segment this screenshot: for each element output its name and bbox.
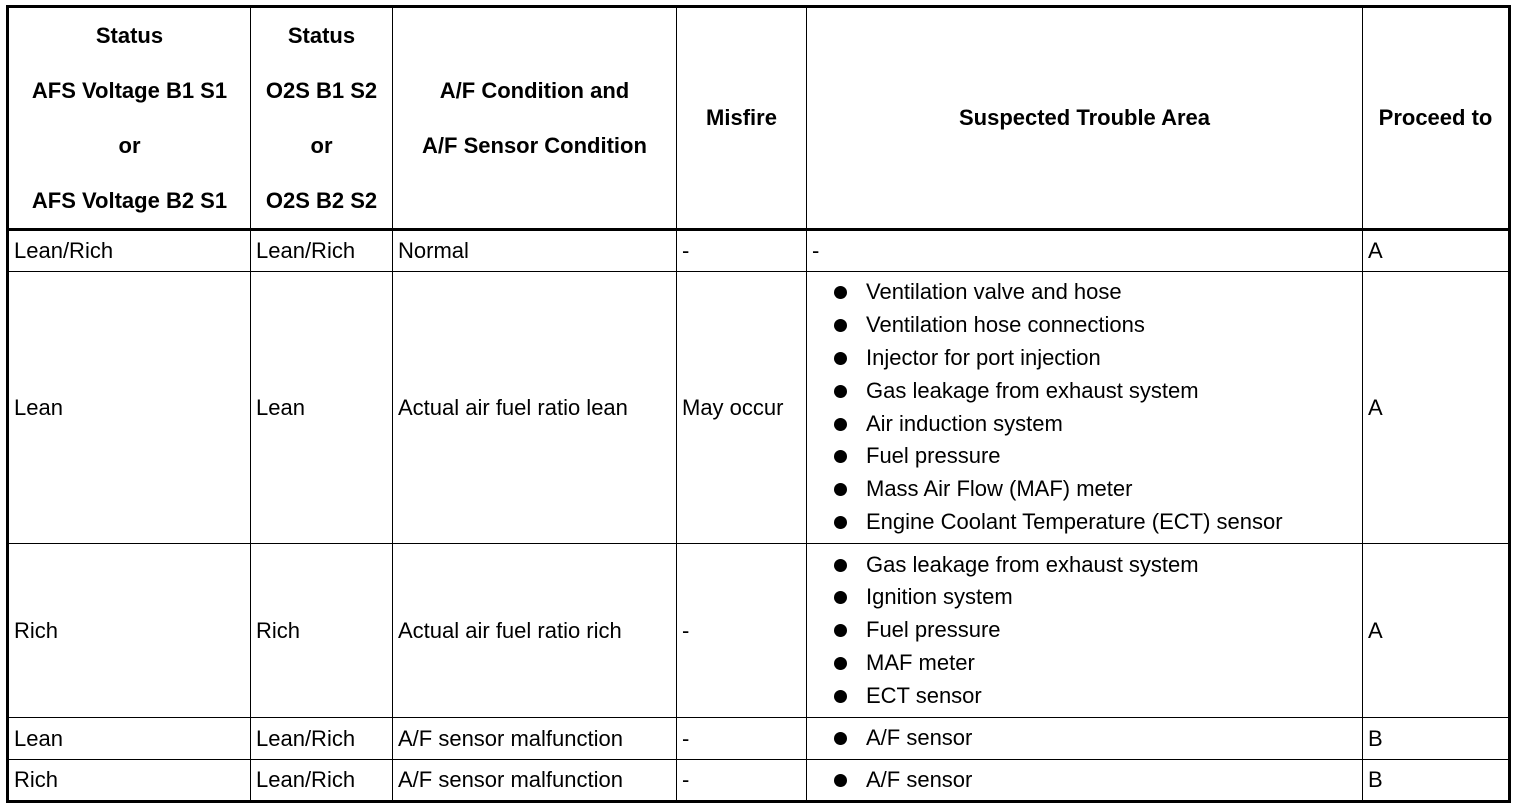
cell-o2s: Rich [251, 544, 393, 718]
cell-misfire: - [677, 760, 807, 802]
cell-afs: Rich [8, 760, 251, 802]
header-text: or [118, 133, 141, 158]
cell-condition: Normal [393, 230, 677, 272]
header-text: AFS Voltage B1 S1 [31, 78, 228, 103]
cell-condition: A/F sensor malfunction [393, 760, 677, 802]
header-row [8, 7, 1510, 230]
list-item: Mass Air Flow (MAF) meter [830, 473, 1362, 506]
list-item: Engine Coolant Temperature (ECT) sensor [830, 506, 1362, 539]
cell-afs: Lean [8, 272, 251, 544]
cell-proceed: A [1363, 544, 1510, 718]
header-suspected-trouble-area: Suspected Trouble Area [807, 7, 1363, 230]
trouble-list [812, 764, 1362, 797]
cell-afs: Lean/Rich [8, 230, 251, 272]
list-item: ECT sensor [830, 680, 1362, 713]
cell-misfire: May occur [677, 272, 807, 544]
list-item: Gas leakage from exhaust system [830, 549, 1362, 582]
header-o2s [251, 7, 393, 230]
cell-o2s: Lean/Rich [251, 760, 393, 802]
cell-proceed: B [1363, 718, 1510, 760]
cell-afs: Rich [8, 544, 251, 718]
cell-proceed: B [1363, 760, 1510, 802]
table-row [8, 718, 1510, 760]
list-item: Fuel pressure [830, 440, 1362, 473]
list-item: Ventilation hose connections [830, 309, 1362, 342]
list-item: Gas leakage from exhaust system [830, 375, 1362, 408]
diagnostic-table [6, 5, 1511, 803]
table-row [8, 760, 1510, 802]
table-row [8, 544, 1510, 718]
header-afs-voltage [8, 7, 251, 230]
header-text: AFS Voltage B2 S1 [31, 188, 228, 213]
header-text: Status [95, 23, 164, 48]
cell-condition: Actual air fuel ratio rich [393, 544, 677, 718]
header-text: A/F Condition and [439, 78, 630, 103]
cell-misfire: - [677, 544, 807, 718]
cell-o2s: Lean/Rich [251, 230, 393, 272]
header-text: Status [287, 23, 356, 48]
trouble-list [812, 276, 1362, 538]
trouble-list [812, 549, 1362, 713]
cell-afs: Lean [8, 718, 251, 760]
header-af-condition [393, 7, 677, 230]
cell-o2s: Lean/Rich [251, 718, 393, 760]
list-item: Ventilation valve and hose [830, 276, 1362, 309]
header-text: O2S B2 S2 [265, 188, 378, 213]
cell-o2s: Lean [251, 272, 393, 544]
cell-proceed: A [1363, 230, 1510, 272]
table-row [8, 272, 1510, 544]
list-item: Fuel pressure [830, 614, 1362, 647]
header-text: or [310, 133, 333, 158]
list-item: A/F sensor [830, 764, 1362, 797]
cell-trouble-area [807, 718, 1363, 760]
trouble-list [812, 722, 1362, 755]
list-item: A/F sensor [830, 722, 1362, 755]
header-proceed-to: Proceed to [1363, 7, 1510, 230]
cell-trouble-area [807, 544, 1363, 718]
cell-misfire: - [677, 230, 807, 272]
cell-condition: A/F sensor malfunction [393, 718, 677, 760]
header-misfire: Misfire [677, 7, 807, 230]
header-text: O2S B1 S2 [265, 78, 378, 103]
cell-trouble-area [807, 272, 1363, 544]
cell-misfire: - [677, 718, 807, 760]
list-item: MAF meter [830, 647, 1362, 680]
cell-proceed: A [1363, 272, 1510, 544]
list-item: Air induction system [830, 408, 1362, 441]
cell-condition: Actual air fuel ratio lean [393, 272, 677, 544]
list-item: Injector for port injection [830, 342, 1362, 375]
diagnostic-table-container [6, 5, 1508, 792]
table-row [8, 230, 1510, 272]
header-text: A/F Sensor Condition [422, 133, 647, 158]
cell-trouble-area: - [807, 230, 1363, 272]
cell-trouble-area [807, 760, 1363, 802]
list-item: Ignition system [830, 581, 1362, 614]
